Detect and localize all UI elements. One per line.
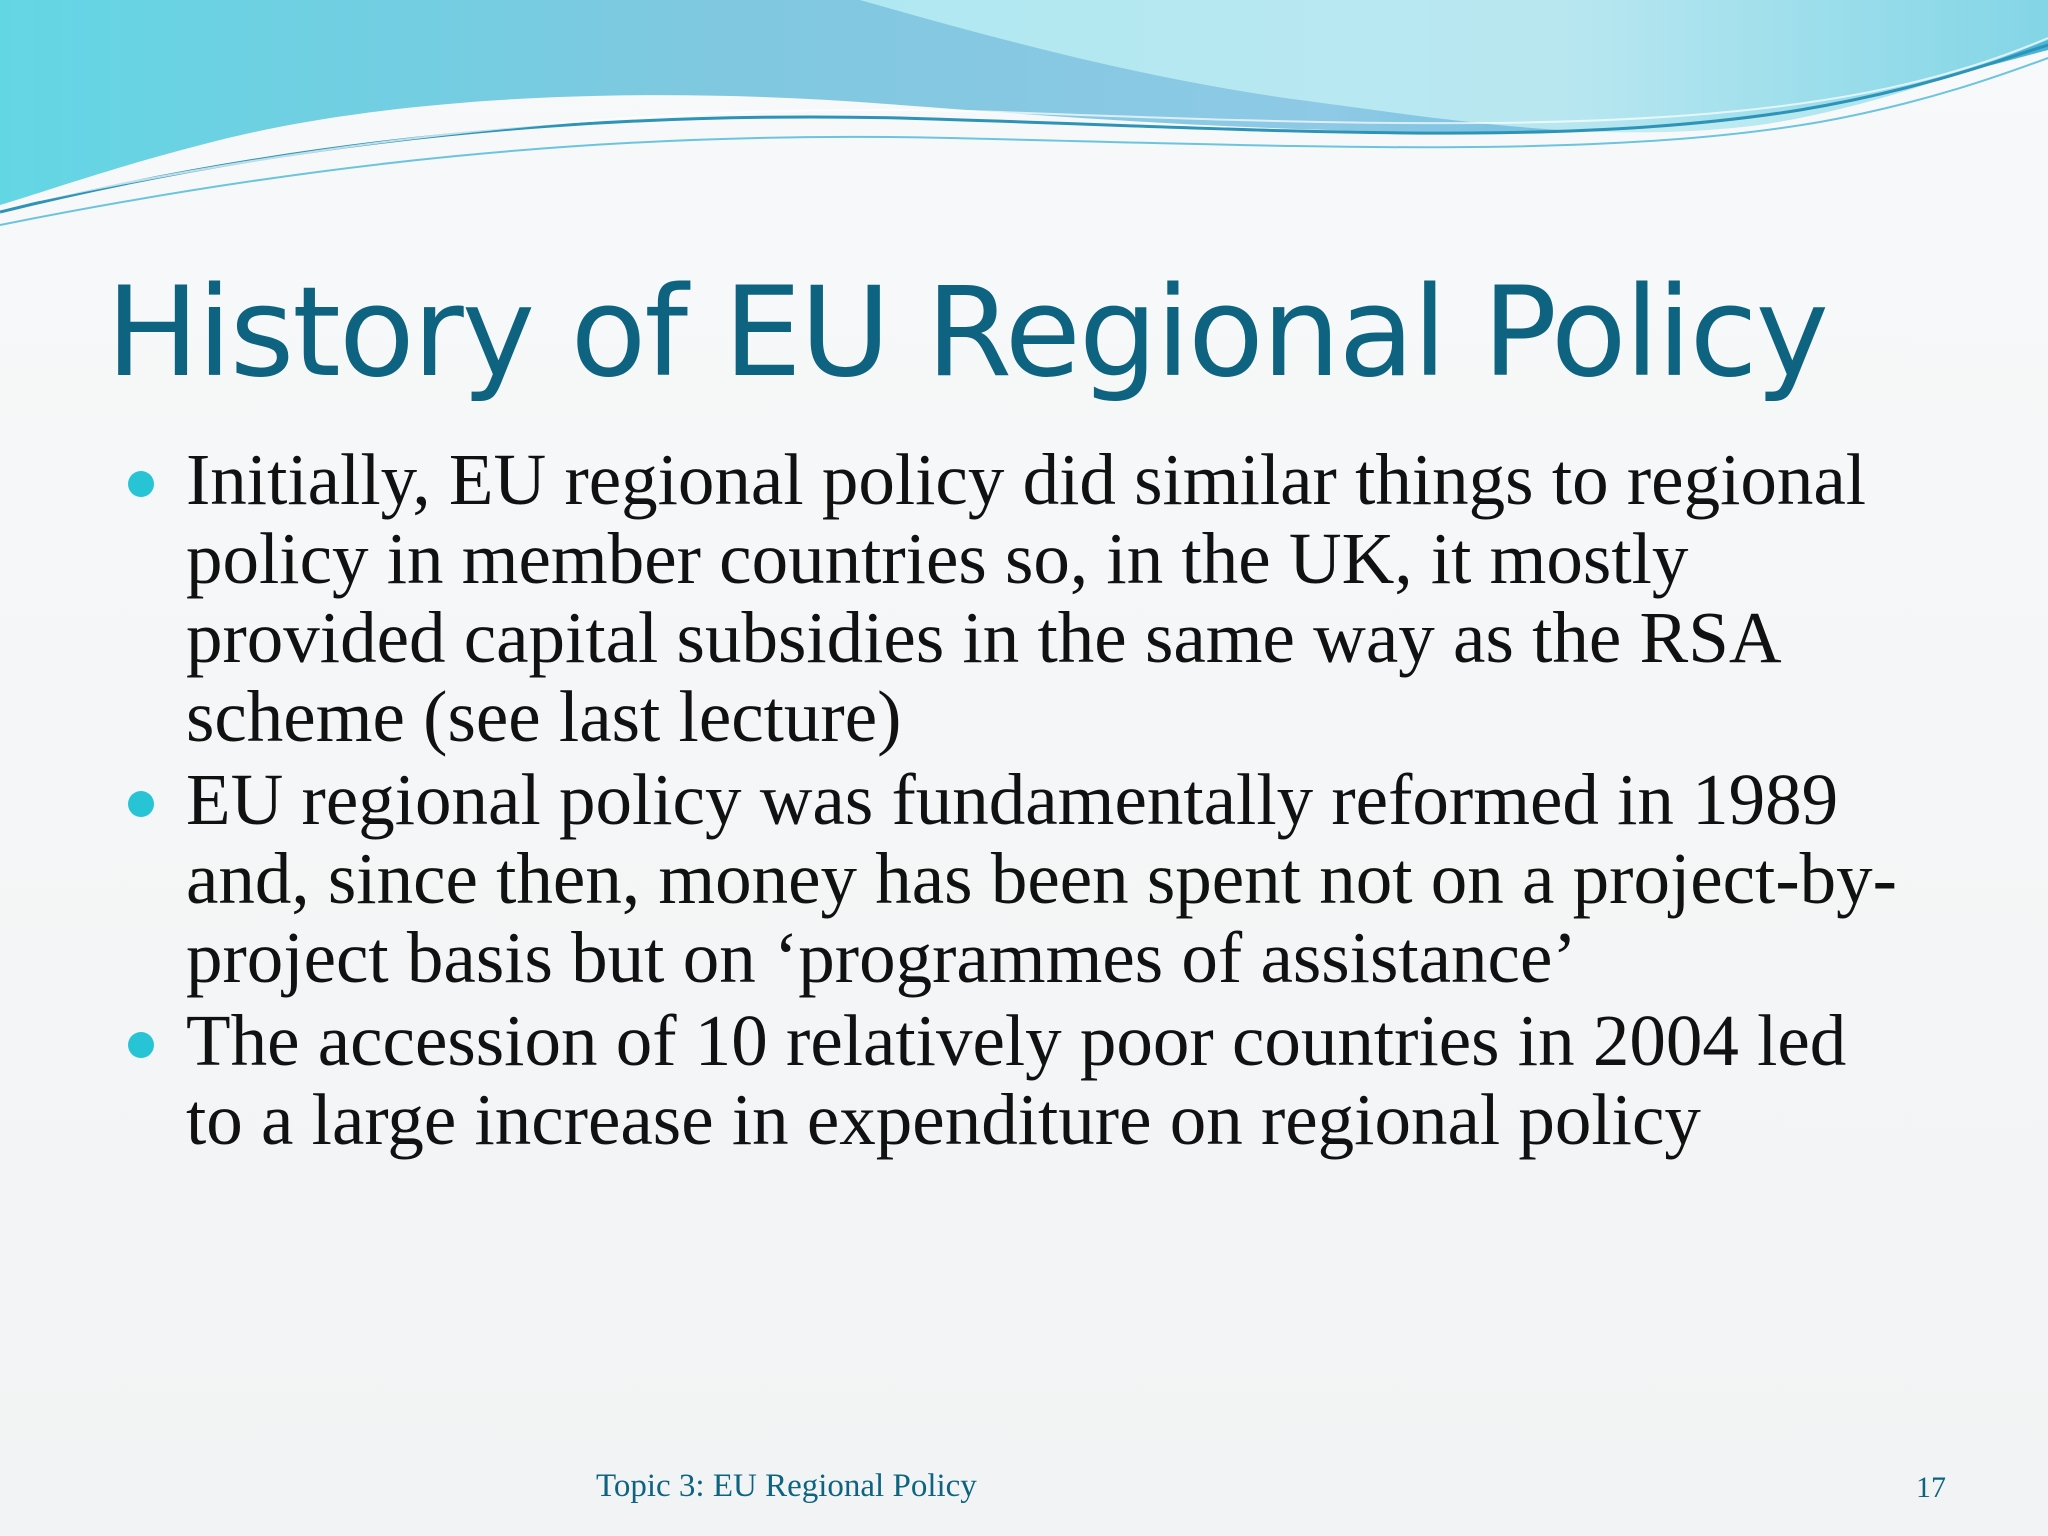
bullet-text: Initially, EU regional policy did similar things to regional policy in member countries so, in the UK, it mostly provided capital subsidies in the same way as the RSA scheme (see last lecture) [186, 439, 1867, 757]
footer-topic: Topic 3: EU Regional Policy [596, 1468, 977, 1504]
bullet-dot-icon [128, 1032, 154, 1058]
bullet-text: The accession of 10 relatively poor countries in 2004 led to a large increase in expenditure on regional policy [186, 1000, 1847, 1160]
bullet-list [120, 440, 1900, 1163]
bullet-item [120, 440, 1900, 756]
bullet-item [120, 1001, 1900, 1159]
bullet-text: EU regional policy was fundamentally reformed in 1989 and, since then, money has been spent not on a project-by-project basis but on ‘programmes of assistance’ [186, 759, 1897, 998]
bullet-item [120, 760, 1900, 997]
slide-number: 17 [1916, 1471, 1946, 1504]
decorative-wave-header [0, 0, 2048, 260]
bullet-dot-icon [128, 471, 154, 497]
slide-title: History of EU Regional Policy [106, 261, 1828, 405]
bullet-dot-icon [128, 791, 154, 817]
